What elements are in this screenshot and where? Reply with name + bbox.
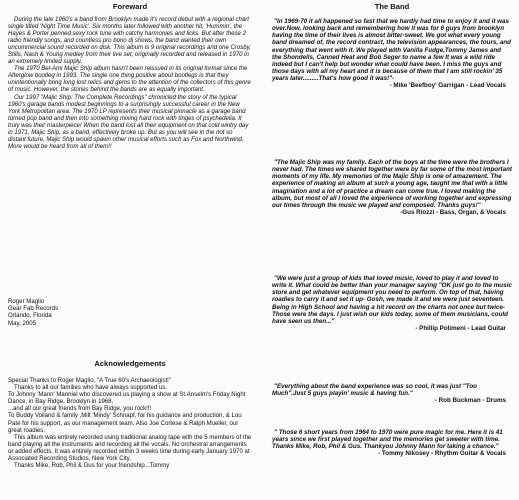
foreword-paragraph: During the late 1960's a band from Brooklyn made it's record debut with a regional chart single titled 'Night Time Music'. Six months later followed with another hit, 'Hummin', the Hayes & Porter penned sexy rock tune with catchy harmonies and licks. But after these 2 radio friendly songs, and countless pro bono dj shows, the band wanted their own uncommercial sound recorded on disk. This album is 9 original recordings and one Crosby, Stills, Nash & Young medley from their live set, originally recorded and released in 1970 in an extremely limited supply. xyxy=(8,17,251,66)
quote-attribution: - Mike 'Beefboy' Garrigan - Lead Vocals xyxy=(389,82,506,90)
quote-text: "The Majic Ship was my family. Each of the boys at the time were the brothers I never had. The times we shared together were by far some of the most important moments of my life. My memories of the Majic Ship is one of amazement. The experience of making an album at such a young age, taught me that with a little imagination and a lot of practice a dream can come true. I loved making the album, but most of all I loved the experience of working together and expressing our times through the music we played and composed. Thanks guys!" xyxy=(272,159,512,209)
band-quote xyxy=(272,275,512,332)
acknowledgement-paragraph: This album was entirely recorded using traditional analog tape with the 5 members of the band playing all the instruments and recording all the vocals. No orchestral arrangements or added effects. It was entirely recorded within 3 weeks time during early January 1970 at Associated Recording Studios, New York City. xyxy=(8,434,252,463)
quote-attribution: - Tommy Nikosey - Rhythm Guitar & Vocals xyxy=(378,450,506,458)
acknowledgements-text xyxy=(8,378,252,470)
quote-text: "In 1969-70 it all happened so fast that we hardly had time to enjoy it and it was over.Now, looking back and remembering how it was for 6 guys from brooklyn having the time of their lives is almost bitter-sweet. We got what every young band dreamed of, the record contract, the television appearances, the tours, and everything that went with it. We played with Vanilla Fudge,Tommy James and the Shondells, Canned Heat and Bob Seger to name a few It was a wild ride indeed but I can't help but wonder what could have been. I miss the guys and those days with all my heart and it is because of them that I am still rockin' 35 years later.........That's how good it was!"- xyxy=(272,18,511,83)
signature-date: May, 2005 xyxy=(8,319,37,327)
foreword-paragraph: Our 1997 "Majic Ship: The Complete Recordings" chronicled the story of the typical 1960's garage bands modest beginnings to a surprisingly successful career in the New York Metropolitan area. The 1970 LP represents their musical pinnacle as a garage band turned pop band and then into something mixing hard rock with tinges of psychedelia. It truly was their masterpiece! When the band lost all their equipment on that cold wintry day in 1971, Majic Ship, as a band, effectively broke up. But as you will see in the not so distant future, Majic Ship would spawn other musical efforts such as Fox and Northwind. More would be heard from all of them!! xyxy=(8,94,249,150)
acknowledgement-paragraph: ...and all our great friends from Bay Ridge, you rock!!! xyxy=(8,406,152,413)
acknowledgement-paragraph: Thanks to all our families who have always supported us. xyxy=(14,385,167,392)
acknowledgement-paragraph: Thanks Mike, Rob, Phil & Gus for your friendship...Tommy xyxy=(14,463,170,470)
foreword-paragraph: The 1970 Bel-Ami Majic Ship album hasn't been reissued in its original format since the Afterglow bootleg in 1993. The single one thing positive about bootlegs is that they unintentionally bring long lost relics and gems to the attention of the collectors of this genre of music. However, the stories behind the bands are as equally important. xyxy=(8,66,251,94)
foreword-heading: Foreward xyxy=(112,2,148,11)
band-quote xyxy=(272,18,512,90)
quote-text: "We were just a group of kids that loved music, loved to play it and loved to write it. What could be better than your manager saying "OK just go to the music store and get whatever equipment you need to perform. On top of that, having roadies to carry it and set it up- Gosh, we made it and we were just seventeen. Being in High School and having a hit record on the charts not once but twice- Those were the days. I just wish our kids today, some of them musicians, could have seen us then..." xyxy=(272,275,512,325)
band-quote xyxy=(272,159,512,216)
foreword-text xyxy=(8,17,252,151)
acknowledgement-paragraph: Special Thanks to Roger Maglio, "A True 60's Archaeologist!" xyxy=(8,378,171,384)
acknowledgement-paragraph: To Johnny 'Mann' Manniel who discovered us playing a show at St.Anselm's Friday Night Dance, in Bay Ridge, Brooklyn in 1968. xyxy=(8,392,246,406)
band-quote xyxy=(272,429,512,458)
band-quote xyxy=(272,383,512,404)
quote-attribution: - Rob Buckman - Drums xyxy=(434,397,506,405)
foreword-signature xyxy=(8,298,252,327)
quote-text: "Everything about the band experience was so cool, it was just "Too Much".Just 5 guys playin' music & having fun." xyxy=(272,383,477,398)
acknowledgement-paragraph: To Buddy Voiland & family ,Milt 'Mindy' Schnapf, for his guidance and production, & Lou Pate for his support, as our management team. Also Joe Cortese & Ralph Mueller, our great roadies. xyxy=(8,413,242,434)
quote-attribution: - Phillip Polimeni - Lead Guitar xyxy=(415,325,506,333)
quote-attribution: -Gus Riozzi - Bass, Organ, & Vocals xyxy=(400,209,506,217)
signature-name: Roger Maglio xyxy=(8,298,45,305)
signature-company: Gear Fab Records xyxy=(8,305,59,313)
acknowledgements-heading: Acknowledgements xyxy=(94,359,166,368)
band-heading: The Band xyxy=(374,2,410,11)
signature-location: Orlando, Florida xyxy=(8,312,52,320)
quote-text: " Those 6 short years from 1964 to 1970 were pure magic for me. Here it is 41 years since we first played together and the memories get sweeter with time. Thanks Mike, Rob, Phil & Gus. Thankyou Johnny Mann for taking a chance." xyxy=(272,429,503,451)
